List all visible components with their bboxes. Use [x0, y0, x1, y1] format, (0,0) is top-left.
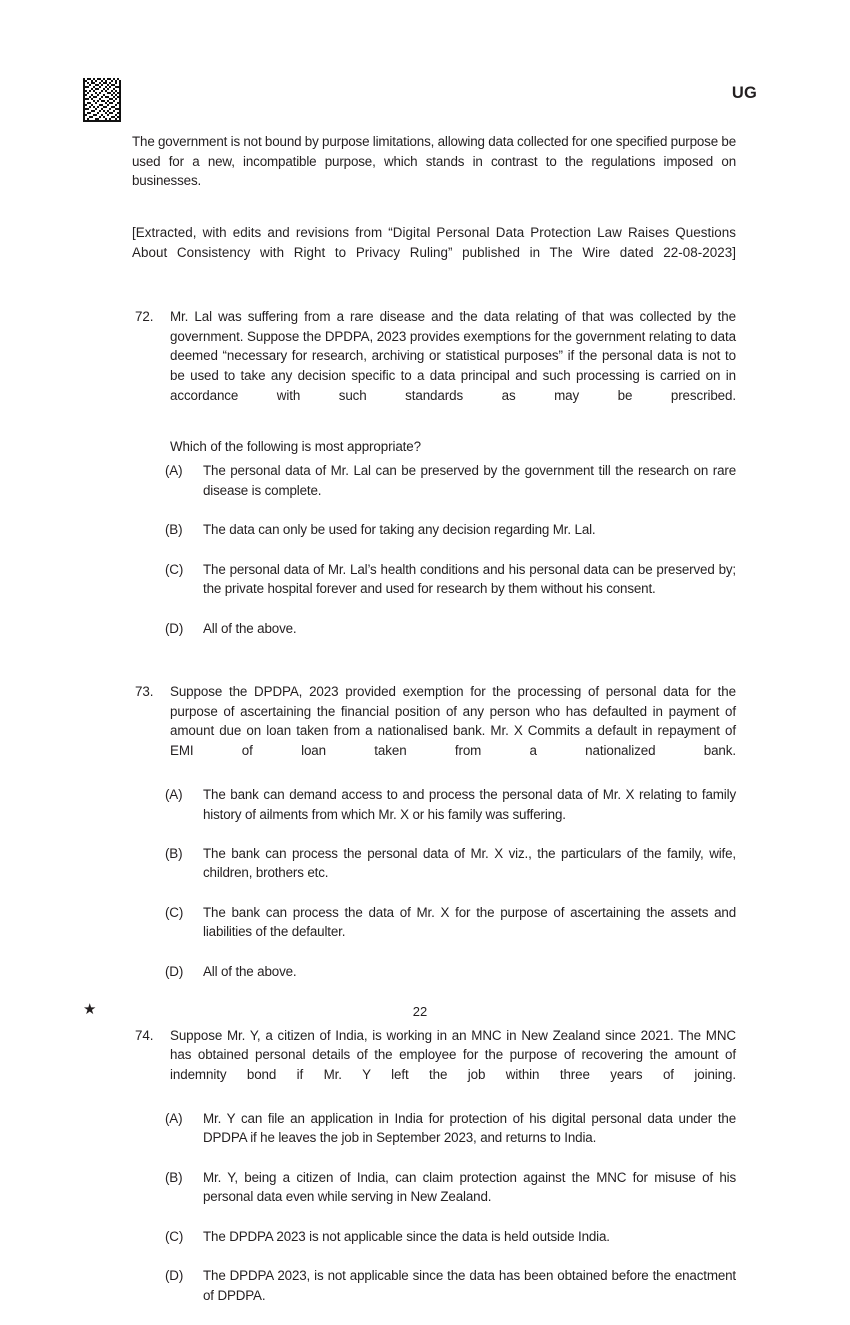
question-73-number: 73.	[135, 684, 154, 700]
question-73-stem-row	[132, 682, 736, 780]
option-72-d[interactable]	[165, 619, 736, 658]
option-73-d-text: All of the above.	[203, 963, 297, 979]
option-72-d-text: All of the above.	[203, 620, 297, 636]
question-72-options	[132, 461, 736, 657]
footer-marker: ★	[83, 1001, 97, 1018]
option-73-c-label: (C)	[165, 905, 184, 921]
option-73-c-text: The bank can process the data of Mr. X for the purpose of ascertaining the assets and liabilities of the defaulter.	[203, 905, 736, 940]
option-72-c[interactable]	[165, 560, 736, 618]
booklet-code-label: UG	[731, 84, 757, 102]
option-73-a-text: The bank can demand access to and process the personal data of Mr. X relating to family history of ailments from which Mr. X or his family was suffering.	[203, 787, 736, 822]
option-74-d-label: (D)	[165, 1268, 184, 1284]
question-block-73	[132, 682, 736, 1000]
option-74-a-label: (A)	[165, 1110, 183, 1126]
question-72-prompt: Which of the following is most appropriate?	[170, 438, 421, 454]
passage-source-note: [Extracted, with edits and revisions from “Digital Personal Data Protection Law Raises Questions About Consistency with Right to Privacy Ruling” published in The Wire dated 22-08-2023]	[132, 225, 736, 260]
page-content	[132, 132, 736, 1325]
question-73-options	[132, 785, 736, 1000]
datamatrix-code-icon	[83, 78, 121, 122]
option-74-c-label: (C)	[165, 1228, 184, 1244]
option-74-a-text: Mr. Y can file an application in India for protection of his digital personal data under the DPDPA if he leaves the job in September 2023, and returns to India.	[203, 1110, 736, 1146]
option-72-b-text: The data can only be used for taking any decision regarding Mr. Lal.	[203, 522, 596, 538]
question-72-number: 72.	[135, 309, 154, 325]
option-73-a[interactable]	[165, 785, 736, 843]
option-74-c[interactable]	[165, 1227, 736, 1266]
option-74-b[interactable]	[165, 1168, 736, 1226]
question-74-stem-row	[132, 1026, 736, 1104]
option-74-d[interactable]	[165, 1266, 736, 1324]
option-74-a[interactable]	[165, 1109, 736, 1167]
page-header	[0, 78, 850, 124]
option-73-b-text: The bank can process the personal data of Mr. X viz., the particulars of the family, wife, children, brothers etc.	[203, 846, 736, 881]
option-72-d-label: (D)	[165, 620, 184, 636]
option-72-a-text: The personal data of Mr. Lal can be preserved by the government till the research on rare disease is complete.	[203, 463, 736, 498]
question-73-stem-text: Suppose the DPDPA, 2023 provided exemption for the processing of personal data for the purpose of ascertaining the financial position of any person who has defaulted in payment of amount due on loan taken from a nationalised bank. Mr. X Commits a default in repayment of EMI of loan taken from a nationalized bank.	[170, 684, 736, 759]
option-74-d-text: The DPDPA 2023, is not applicable since the data has been obtained before the enactment of DPDPA.	[203, 1268, 736, 1303]
question-74-stem-text: Suppose Mr. Y, a citizen of India, is working in an MNC in New Zealand since 2021. The MNC has obtained personal details of the employee for the purpose of recovering the amount of indemnity bond if Mr. Y left the job within three years of joining.	[170, 1027, 736, 1082]
option-73-b[interactable]	[165, 844, 736, 902]
question-72-stem-text: Mr. Lal was suffering from a rare disease and the data relating of that was collected by the government. Suppose the DPDPA, 2023 provides exemptions for the government relating to data deemed “necessary for research, archiving or statistical purposes” if the personal data is not to be used to take any decision specific to a data principal and such processing is carried on in accordance with such standards as may be prescribed.	[170, 309, 736, 403]
option-72-a-label: (A)	[165, 463, 183, 479]
option-72-c-text: The personal data of Mr. Lal’s health conditions and his personal data can be preserved by; the private hospital forever and used for research by them without his consent.	[203, 561, 736, 597]
option-72-b-label: (B)	[165, 522, 183, 538]
option-73-c[interactable]	[165, 903, 736, 961]
page-number: 22	[412, 1004, 428, 1019]
option-74-c-text: The DPDPA 2023 is not applicable since the data is held outside India.	[203, 1228, 610, 1244]
option-73-d[interactable]	[165, 962, 736, 1001]
option-72-c-label: (C)	[165, 561, 184, 577]
question-block-74	[132, 1026, 736, 1325]
option-72-b[interactable]	[165, 520, 736, 559]
option-73-d-label: (D)	[165, 963, 184, 979]
question-72-stem-row	[132, 307, 736, 425]
question-74-number: 74.	[135, 1027, 154, 1043]
passage-continuation-paragraph: The government is not bound by purpose limitations, allowing data collected for one specified purpose be used for a new, incompatible purpose, which stands in contrast to the regulations imposed on businesses.	[132, 134, 736, 189]
option-73-b-label: (B)	[165, 846, 183, 862]
page-footer	[0, 1002, 850, 1022]
option-74-b-label: (B)	[165, 1169, 183, 1185]
option-73-a-label: (A)	[165, 787, 183, 803]
option-74-b-text: Mr. Y, being a citizen of India, can claim protection against the MNC for misuse of his personal data even while serving in New Zealand.	[203, 1169, 736, 1205]
question-block-72	[132, 307, 736, 657]
option-72-a[interactable]	[165, 461, 736, 519]
question-74-options	[132, 1109, 736, 1324]
